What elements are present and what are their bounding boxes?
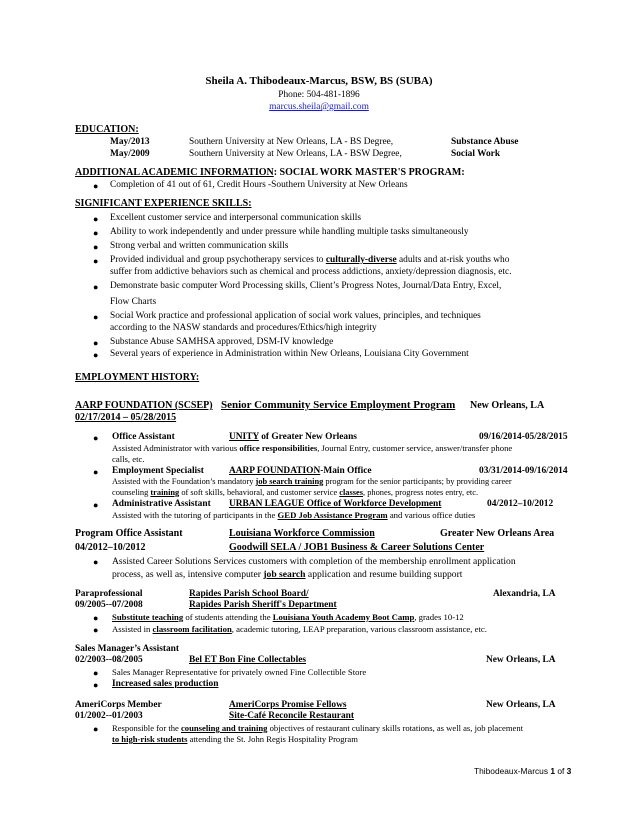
skill-item-5: Demonstrate basic computer Word Processing skills, Client’s Progress Notes, Journal/Data Entry, Excel, <box>110 281 502 291</box>
program-office-title: Program Office Assistant <box>75 528 183 539</box>
program-office-location: Greater New Orleans Area <box>440 528 555 539</box>
program-office-employer: Louisiana Workforce Commission <box>229 528 375 539</box>
aarp-dates: 02/17/2014 – 05/28/2015 <box>75 412 177 423</box>
bullet-icon: ● <box>93 312 99 322</box>
americorps-location: New Orleans, LA <box>486 700 556 710</box>
bullet-icon: ● <box>93 500 99 510</box>
bullet-icon: ● <box>93 242 99 252</box>
education-major-2: Social Work <box>451 149 501 159</box>
role-employer-urban-league: URBAN LEAGUE Office of Workforce Development <box>229 499 442 509</box>
para-item-1: Substitute teaching of students attending the Louisiana Youth Academy Boot Camp, grades 10-12 <box>112 612 464 622</box>
additional-item: Completion of 41 out of 61, Credit Hours -Southern University at New Orleans <box>110 180 408 190</box>
role-desc-employment-specialist: Assisted with the Foundation’s mandatory job search training program for the senior participants; by providing career <box>112 477 512 486</box>
program-office-desc-cont: process, as well as, intensive computer job search application and resume building support <box>112 569 463 580</box>
skill-item-3: Strong verbal and written communication skills <box>110 241 289 251</box>
additional-heading: ADDITIONAL ACADEMIC INFORMATION: SOCIAL WORK MASTER'S PROGRAM: <box>75 167 465 178</box>
bullet-icon: ● <box>93 350 99 360</box>
americorps-item-cont: to high-risk students attending the St. John Regis Hospitality Program <box>112 734 358 744</box>
para-location: Alexandria, LA <box>493 589 556 599</box>
skill-item-4-cont: suffer from addictive behaviors such as chemical and process addictions, anxiety/depression diagnosis, etc. <box>110 267 512 277</box>
americorps-employer: AmeriCorps Promise Fellows <box>229 700 347 710</box>
bullet-icon: ● <box>93 433 99 443</box>
bullet-icon: ● <box>93 214 99 224</box>
americorps-title: AmeriCorps Member <box>75 700 162 710</box>
bullet-icon: ● <box>93 668 99 678</box>
education-date-2: May/2009 <box>110 149 150 159</box>
skills-heading: SIGNIFICANT EXPERIENCE SKILLS: <box>75 198 252 209</box>
para-employer-2: Rapides Parish Sheriff's Department <box>189 600 337 610</box>
sales-item-2: Increased sales production <box>112 679 219 689</box>
bullet-icon: ● <box>93 557 99 567</box>
skill-item-6-cont: according to the NASW standards and procedures/Ethics/high integrity <box>110 323 377 333</box>
americorps-employer-2: Site-Café Reconcile Restaurant <box>229 711 354 721</box>
bullet-icon: ● <box>93 613 99 623</box>
role-desc-office-assistant: Assisted Administrator with various office responsibilities, Journal Entry, customer service, answer/transfer phone <box>112 443 513 453</box>
sales-item-1: Sales Manager Representative for privately owned Fine Collectible Store <box>112 667 367 677</box>
email-link[interactable] <box>0 102 638 112</box>
candidate-name: Sheila A. Thibodeaux-Marcus, BSW, BS (SUBA) <box>205 75 433 87</box>
bullet-icon: ● <box>93 181 99 191</box>
role-title-administrative-assistant: Administrative Assistant <box>112 499 211 509</box>
education-major-1: Substance Abuse <box>451 137 519 147</box>
sales-location: New Orleans, LA <box>486 655 556 665</box>
skill-item-6: Social Work practice and professional application of social work values, principles, and techniques <box>110 311 481 321</box>
skill-item-7: Substance Abuse SAMHSA approved, DSM-IV knowledge <box>110 337 334 347</box>
bullet-icon: ● <box>93 256 99 266</box>
role-desc-office-assistant-cont: calls, etc. <box>112 454 145 464</box>
skill-item-2: Ability to work independently and under pressure while handling multiple tasks simultaneously <box>110 227 469 237</box>
role-desc-administrative-assistant: Assisted with the tutoring of participants in the GED Job Assistance Program and various office duties <box>112 510 476 520</box>
aarp-org: AARP FOUNDATION (SCSEP) <box>75 400 213 411</box>
page-footer: Thibodeaux-Marcus 1 of 3 <box>474 766 572 776</box>
program-office-dates: 04/2012–10/2012 <box>75 542 146 553</box>
education-date-1: May/2013 <box>110 137 150 147</box>
bullet-icon: ● <box>93 282 99 292</box>
aarp-program: Senior Community Service Employment Program <box>221 399 456 411</box>
role-dates-employment-specialist: 03/31/2014-09/16/2014 <box>479 466 568 476</box>
employment-heading: EMPLOYMENT HISTORY: <box>75 372 200 383</box>
bullet-icon: ● <box>93 625 99 635</box>
role-dates-administrative-assistant: 04/2012–10/2012 <box>487 499 554 509</box>
phone-number: Phone: 504-481-1896 <box>278 90 360 100</box>
education-heading: EDUCATION: <box>75 124 139 135</box>
role-title-employment-specialist: Employment Specialist <box>112 466 204 476</box>
bullet-icon: ● <box>93 338 99 348</box>
americorps-item: Responsible for the counseling and training objectives of restaurant culinary skills rotations, as well as, job placement <box>112 723 524 733</box>
bullet-icon: ● <box>93 228 99 238</box>
skill-item-5-cont: Flow Charts <box>110 297 157 307</box>
skill-item-8: Several years of experience in Administration within New Orleans, Louisiana City Government <box>110 349 469 359</box>
aarp-location: New Orleans, LA <box>470 400 545 411</box>
para-item-2: Assisted in classroom facilitation, academic tutoring, LEAP preparation, various classroom assistance, etc. <box>112 624 487 634</box>
sales-employer: Bel ET Bon Fine Collectables <box>189 655 307 665</box>
program-office-desc: Assisted Career Solutions Services customers with completion of the membership enrollment application <box>112 556 516 567</box>
para-title: Paraprofessional <box>75 589 143 599</box>
role-employer-aarp: AARP FOUNDATION-Main Office <box>229 466 372 476</box>
role-dates-office-assistant: 09/16/2014-05/28/2015 <box>479 432 568 442</box>
role-title-office-assistant: Office Assistant <box>112 432 175 442</box>
sales-dates: 02/2003--08/2005 <box>75 655 143 665</box>
role-desc-employment-specialist-cont: counseling training of soft skills, behavioral, and customer service classes, phones, progress notes entry, etc. <box>112 488 479 497</box>
americorps-dates: 01/2002--01/2003 <box>75 711 143 721</box>
skill-item-4: Provided individual and group psychotherapy services to culturally-diverse adults and at-risk youths who <box>110 255 510 265</box>
education-school-2: Southern University at New Orleans, LA - BSW Degree, <box>189 149 402 159</box>
bullet-icon: ● <box>93 724 99 734</box>
role-employer-unity: UNITY of Greater New Orleans <box>229 432 357 442</box>
para-dates: 09/2005--07/2008 <box>75 600 143 610</box>
email-text[interactable]: marcus.sheila@gmail.com <box>269 102 369 112</box>
program-office-employer-2: Goodwill SELA / JOB1 Business & Career Solutions Center <box>229 542 485 553</box>
education-school-1: Southern University at New Orleans, LA - BS Degree, <box>189 137 394 147</box>
skill-item-1: Excellent customer service and interpersonal communication skills <box>110 213 361 223</box>
sales-title: Sales Manager’s Assistant <box>75 644 179 654</box>
bullet-icon: ● <box>93 680 99 690</box>
para-employer: Rapides Parish School Board/ <box>189 589 309 599</box>
bullet-icon: ● <box>93 467 99 477</box>
